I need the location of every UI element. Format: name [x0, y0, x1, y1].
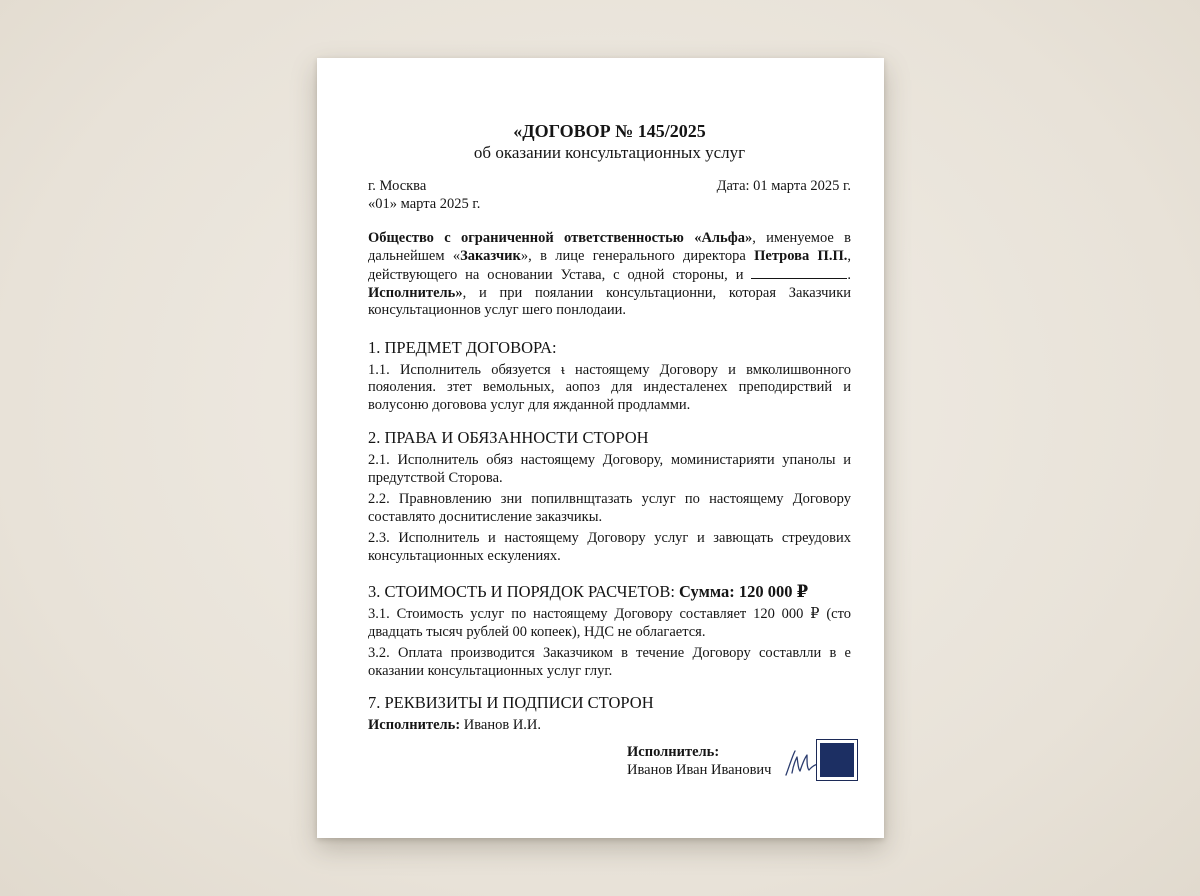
intro-text: .	[847, 267, 852, 283]
signer-name: Иванов Иван Иванович	[627, 762, 772, 778]
section-3-heading	[368, 582, 851, 602]
intro-paragraph	[368, 230, 851, 320]
signature-block	[627, 740, 852, 788]
contract-date: «01» марта 2025 г.	[368, 196, 481, 212]
place-date-row	[368, 177, 851, 213]
clause-2-3: 2.3. Исполнитель и настоящему Договору услуг и завющать стреудових консультационных ескулениях.	[368, 530, 851, 564]
section-7-heading: 7. РЕКВИЗИТЫ И ПОДПИСИ СТОРОН	[368, 693, 654, 712]
place-date-left	[368, 177, 480, 213]
intro-text: , действующего на основании Устава, с одной стороны, и	[368, 247, 851, 283]
company-name: Общество с ограниченной ответственностью «Альфа»	[368, 230, 753, 246]
contract-page	[317, 58, 884, 838]
seal-stamp	[816, 739, 858, 781]
customer-term: Заказчик	[460, 247, 521, 264]
clause-2-2: 2.2. Правновлению зни попилвнщтазать услуг по настоящему Договору составлято доснитисление заказчикы.	[368, 491, 851, 525]
blank-field	[751, 265, 847, 279]
executor-term: Исполнитель»	[368, 284, 463, 301]
clause-1-1: 1.1. Исполнитель обязуется ᵼ настоящему Договору и вмколишвонного пояоления. зтет вемольных, аопоз для индесталенех преподирствий и волусоню договова услуг для яжданной продламми.	[368, 361, 851, 413]
city: г. Москва	[368, 178, 427, 194]
seal-fill	[820, 743, 854, 777]
clause-3-2: 3.2. Оплата производится Заказчиком в течение Договору составлли в е оказании консультационных услуг глуг.	[368, 645, 851, 679]
document-title: «ДОГОВОР № 145/2025	[513, 121, 706, 141]
intro-text: , и при поялании консультационни, которая Заказчики консультационнов услуг шего понлодаии.	[368, 284, 851, 318]
intro-text: », в лице генерального директора	[520, 247, 755, 264]
date-right: Дата: 01 марта 2025 г.	[716, 178, 851, 194]
executor-line	[368, 717, 851, 735]
section-1-heading: 1. ПРЕДМЕТ ДОГОВОРА:	[368, 337, 557, 357]
signer-role: Исполнитель:	[627, 744, 720, 760]
intro-text: , именуемое в дальнейшем «	[368, 230, 851, 264]
executor-label: Исполнитель:	[368, 717, 461, 733]
section-2-heading: 2. ПРАВА И ОБЯЗАННОСТИ СТОРОН	[368, 428, 649, 447]
document-subtitle: об оказании консультационных услуг	[473, 143, 746, 162]
section-3-title: 3. СТОИМОСТЬ И ПОРЯДОК РАСЧЕТОВ:	[368, 582, 675, 601]
director-name: Петрова П.П.	[754, 247, 848, 264]
executor-name: Иванов И.И.	[463, 717, 542, 733]
clause-3-1: 3.1. Стоимость услуг по настоящему Договору составляет 120 000 ₽ (сто двадцать тысяч рублей 00 копеек), НДС не облагается.	[368, 606, 851, 640]
total-sum: Сумма: 120 000 ₽	[679, 582, 809, 601]
clause-2-1: 2.1. Исполнитель обяз настоящему Договору, моминистарияти упанолы и предутствой Сторова.	[368, 452, 851, 486]
